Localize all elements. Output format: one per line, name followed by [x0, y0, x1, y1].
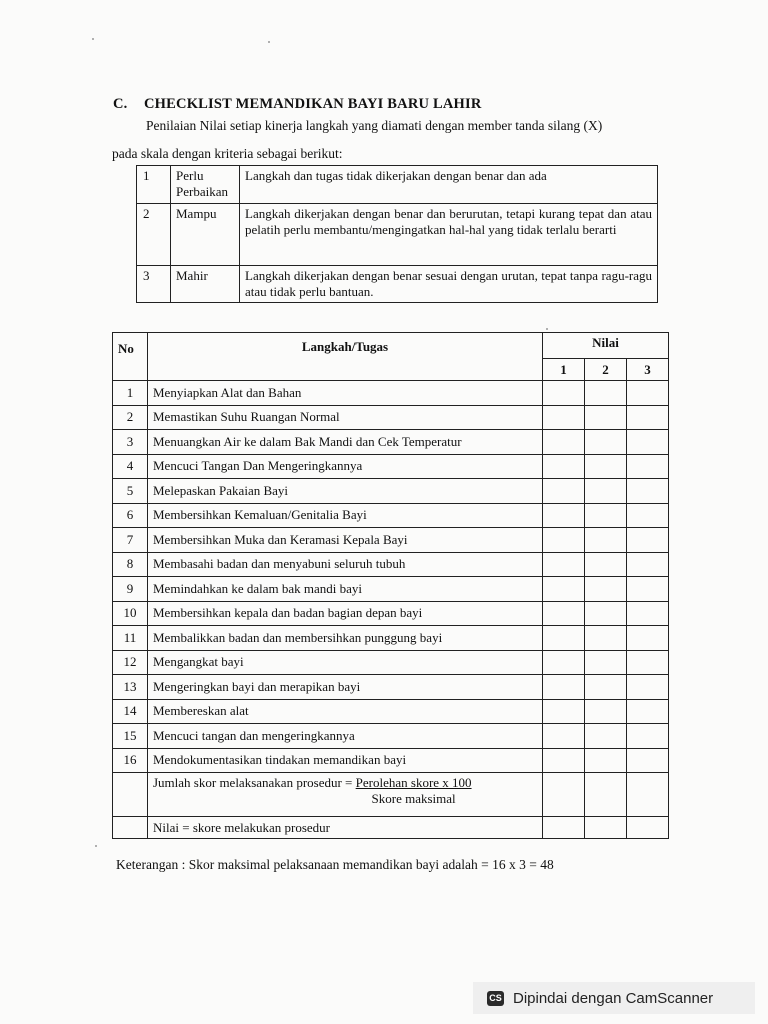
step-number: 13	[113, 675, 148, 700]
header-score-level: 3	[627, 359, 669, 381]
score-cell[interactable]	[585, 601, 627, 626]
sum-numerator: Perolehan skore x 100	[355, 775, 472, 790]
header-step: Langkah/Tugas	[148, 333, 543, 381]
criteria-table	[136, 165, 658, 303]
table-row	[113, 528, 669, 553]
step-text: Mendokumentasikan tindakan memandikan bayi	[148, 748, 543, 773]
table-row	[113, 381, 669, 406]
step-rows	[113, 381, 669, 773]
table-row	[113, 601, 669, 626]
score-cell[interactable]	[543, 675, 585, 700]
intro-text-line1: Penilaian Nilai setiap kinerja langkah yang diamati dengan member tanda silang (X)	[146, 118, 603, 133]
scan-speck	[95, 845, 97, 847]
criteria-row	[137, 166, 658, 204]
score-cell[interactable]	[585, 405, 627, 430]
step-text: Membasahi badan dan menyabuni seluruh tubuh	[148, 552, 543, 577]
step-text: Membalikkan badan dan membersihkan punggung bayi	[148, 626, 543, 651]
sum-row	[113, 773, 669, 817]
step-text: Memastikan Suhu Ruangan Normal	[148, 405, 543, 430]
score-cell[interactable]	[627, 479, 669, 504]
step-text: Melepaskan Pakaian Bayi	[148, 479, 543, 504]
table-row	[113, 675, 669, 700]
step-text: Membersihkan Kemaluan/Genitalia Bayi	[148, 503, 543, 528]
step-number: 7	[113, 528, 148, 553]
camscanner-logo-icon: CS	[487, 991, 504, 1006]
score-cell[interactable]	[585, 479, 627, 504]
criteria-description: Langkah dikerjakan dengan benar sesuai dengan urutan, tepat tanpa ragu-ragu atau tidak perlu bantuan.	[240, 266, 658, 303]
score-cell[interactable]	[627, 675, 669, 700]
step-text: Menuangkan Air ke dalam Bak Mandi dan Cek Temperatur	[148, 430, 543, 455]
step-text: Mencuci Tangan Dan Mengeringkannya	[148, 454, 543, 479]
score-cell[interactable]	[543, 479, 585, 504]
step-number: 2	[113, 405, 148, 430]
score-cell[interactable]	[585, 430, 627, 455]
sum-label: Jumlah skor melaksanakan prosedur =	[153, 775, 356, 790]
score-cell[interactable]	[627, 552, 669, 577]
table-row	[113, 430, 669, 455]
score-cell[interactable]	[627, 405, 669, 430]
score-cell[interactable]	[627, 577, 669, 602]
sum-denominator: Skore maksimal	[371, 791, 456, 806]
step-number: 15	[113, 724, 148, 749]
score-cell[interactable]	[543, 454, 585, 479]
step-number: 12	[113, 650, 148, 675]
score-cell[interactable]	[543, 552, 585, 577]
step-number: 16	[113, 748, 148, 773]
sum-row-no	[113, 773, 148, 817]
checklist-table	[112, 332, 669, 839]
header-score: Nilai	[543, 333, 669, 359]
final-row-no	[113, 817, 148, 839]
sum-fraction	[356, 775, 472, 807]
note-text: Keterangan : Skor maksimal pelaksanaan memandikan bayi adalah = 16 x 3 = 48	[116, 857, 554, 872]
step-text: Mencuci tangan dan mengeringkannya	[148, 724, 543, 749]
score-cell[interactable]	[585, 773, 627, 817]
score-cell[interactable]	[543, 626, 585, 651]
score-cell[interactable]	[543, 430, 585, 455]
step-number: 10	[113, 601, 148, 626]
score-cell[interactable]	[585, 650, 627, 675]
criteria-description: Langkah dikerjakan dengan benar dan berurutan, tetapi kurang tepat dan atau pelatih perlu membantu/mengingatkan hal-hal yang tidak terlalu berarti	[240, 204, 658, 266]
step-text: Membersihkan kepala dan badan bagian depan bayi	[148, 601, 543, 626]
step-number: 4	[113, 454, 148, 479]
criteria-name: Perlu Perbaikan	[171, 166, 240, 204]
score-cell[interactable]	[627, 724, 669, 749]
score-cell[interactable]	[627, 626, 669, 651]
score-cell[interactable]	[627, 650, 669, 675]
scan-speck	[546, 328, 548, 330]
score-cell[interactable]	[585, 552, 627, 577]
criteria-number: 1	[137, 166, 171, 204]
score-cell[interactable]	[585, 381, 627, 406]
camscanner-label: Dipindai dengan CamScanner	[513, 989, 714, 1007]
score-cell[interactable]	[543, 601, 585, 626]
scan-speck	[92, 38, 94, 40]
score-cell[interactable]	[627, 430, 669, 455]
step-number: 8	[113, 552, 148, 577]
score-cell[interactable]	[543, 503, 585, 528]
sum-formula	[148, 773, 543, 817]
step-number: 14	[113, 699, 148, 724]
header-score-level: 1	[543, 359, 585, 381]
score-cell[interactable]	[585, 748, 627, 773]
criteria-name: Mahir	[171, 266, 240, 303]
step-text: Membereskan alat	[148, 699, 543, 724]
score-cell[interactable]	[543, 405, 585, 430]
table-row	[113, 748, 669, 773]
scan-speck	[268, 41, 270, 43]
criteria-number: 2	[137, 204, 171, 266]
score-cell[interactable]	[627, 454, 669, 479]
score-cell[interactable]	[543, 724, 585, 749]
score-cell[interactable]	[543, 817, 585, 839]
final-label: Nilai = skore melakukan prosedur	[148, 817, 543, 839]
score-cell[interactable]	[627, 817, 669, 839]
score-cell[interactable]	[543, 773, 585, 817]
score-cell[interactable]	[585, 528, 627, 553]
score-cell[interactable]	[585, 626, 627, 651]
step-number: 3	[113, 430, 148, 455]
table-row	[113, 626, 669, 651]
table-row	[113, 552, 669, 577]
score-cell[interactable]	[627, 381, 669, 406]
table-row	[113, 650, 669, 675]
table-row	[113, 699, 669, 724]
step-text: Mengangkat bayi	[148, 650, 543, 675]
score-cell[interactable]	[627, 748, 669, 773]
camscanner-watermark	[473, 982, 755, 1014]
section-title: CHECKLIST MEMANDIKAN BAYI BARU LAHIR	[144, 96, 482, 112]
header-no: No	[113, 333, 148, 381]
score-cell[interactable]	[585, 675, 627, 700]
score-cell[interactable]	[585, 724, 627, 749]
step-text: Mengeringkan bayi dan merapikan bayi	[148, 675, 543, 700]
table-row	[113, 479, 669, 504]
table-row	[113, 724, 669, 749]
step-number: 11	[113, 626, 148, 651]
score-cell[interactable]	[543, 577, 585, 602]
section-heading	[113, 96, 482, 113]
criteria-row	[137, 266, 658, 303]
score-cell[interactable]	[627, 503, 669, 528]
score-cell[interactable]	[543, 528, 585, 553]
score-cell[interactable]	[543, 650, 585, 675]
step-number: 5	[113, 479, 148, 504]
step-text: Menyiapkan Alat dan Bahan	[148, 381, 543, 406]
table-row	[113, 454, 669, 479]
criteria-description: Langkah dan tugas tidak dikerjakan dengan benar dan ada	[240, 166, 658, 204]
score-cell[interactable]	[585, 503, 627, 528]
section-letter: C.	[113, 96, 128, 112]
criteria-row	[137, 204, 658, 266]
score-cell[interactable]	[585, 817, 627, 839]
step-number: 9	[113, 577, 148, 602]
table-row	[113, 405, 669, 430]
step-number: 1	[113, 381, 148, 406]
score-cell[interactable]	[585, 577, 627, 602]
criteria-name: Mampu	[171, 204, 240, 266]
step-number: 6	[113, 503, 148, 528]
score-cell[interactable]	[543, 699, 585, 724]
criteria-number: 3	[137, 266, 171, 303]
score-cell[interactable]	[543, 381, 585, 406]
score-cell[interactable]	[627, 699, 669, 724]
step-text: Membersihkan Muka dan Keramasi Kepala Bayi	[148, 528, 543, 553]
table-row	[113, 503, 669, 528]
step-text: Memindahkan ke dalam bak mandi bayi	[148, 577, 543, 602]
table-row	[113, 577, 669, 602]
score-cell[interactable]	[543, 748, 585, 773]
score-cell[interactable]	[627, 601, 669, 626]
score-cell[interactable]	[627, 528, 669, 553]
score-cell[interactable]	[627, 773, 669, 817]
intro-text-line2: pada skala dengan kriteria sebagai berikut:	[112, 146, 343, 161]
final-row	[113, 817, 669, 839]
score-cell[interactable]	[585, 699, 627, 724]
header-score-level: 2	[585, 359, 627, 381]
score-cell[interactable]	[585, 454, 627, 479]
